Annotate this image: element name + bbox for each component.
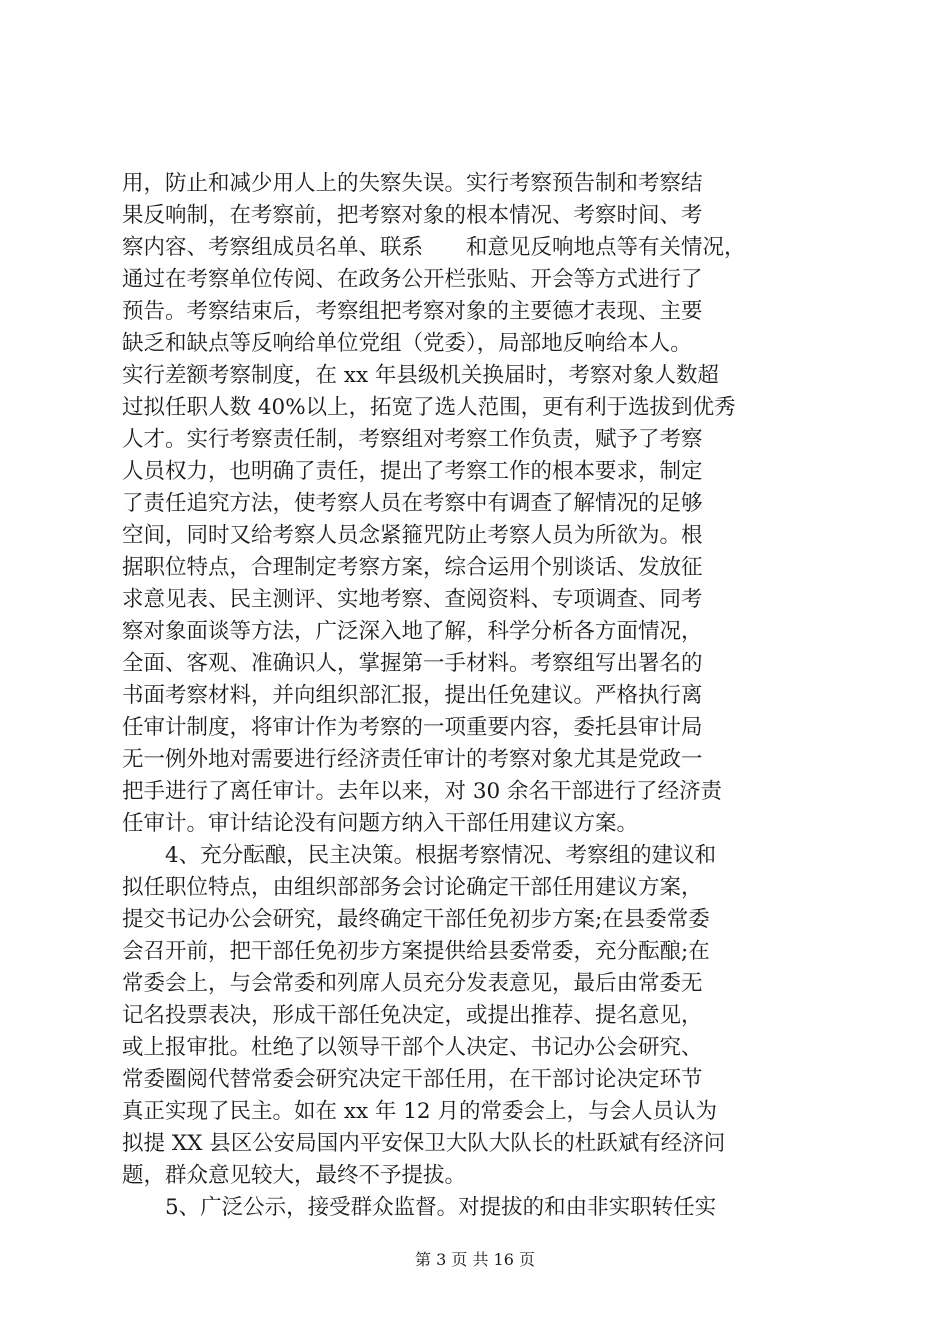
text-line: 常委会上，与会常委和列席人员充分发表意见，最后由常委无 [122, 971, 703, 996]
text-line: 察内容、考察组成员名单、联系 和意见反响地点等有关情况， [122, 235, 746, 260]
text-line: 书面考察材料，并向组织部汇报，提出任免建议。严格执行离 [122, 683, 703, 708]
text-line: 察对象面谈等方法，广泛深入地了解，科学分析各方面情况， [122, 619, 703, 644]
text-line: 无一例外地对需要进行经济责任审计的考察对象尤其是党政一 [122, 747, 703, 772]
text-line: 预告。考察结束后，考察组把考察对象的主要德才表现、主要 [122, 299, 703, 324]
text-line: 提交书记办公会研究，最终确定干部任免初步方案;在县委常委 [122, 907, 710, 932]
text-line: 会召开前，把干部任免初步方案提供给县委常委，充分酝酿;在 [122, 939, 710, 964]
text-line: 任审计制度，将审计作为考察的一项重要内容，委托县审计局 [122, 715, 703, 740]
text-line: 任审计。审计结论没有问题方纳入干部任用建议方案。 [122, 811, 639, 836]
text-line: 了责任追究方法，使考察人员在考察中有调查了解情况的足够 [122, 491, 703, 516]
text-line: 求意见表、民主测评、实地考察、查阅资料、专项调查、同考 [122, 587, 703, 612]
text-line: 人才。实行考察责任制，考察组对考察工作负责，赋予了考察 [122, 427, 703, 452]
text-line: 通过在考察单位传阅、在政务公开栏张贴、开会等方式进行了 [122, 267, 703, 292]
text-line: 人员权力，也明确了责任，提出了考察工作的根本要求，制定 [122, 459, 703, 484]
text-line: 拟任职位特点，由组织部部务会讨论确定干部任用建议方案， [122, 875, 703, 900]
text-line: 拟提 XX 县区公安局国内平安保卫大队大队长的杜跃斌有经济问 [122, 1131, 726, 1156]
text-line: 或上报审批。杜绝了以领导干部个人决定、书记办公会研究、 [122, 1035, 703, 1060]
text-line: 把手进行了离任审计。去年以来，对 30 余名干部进行了经济责 [122, 779, 723, 804]
text-line: 据职位特点，合理制定考察方案，综合运用个别谈话、发放征 [122, 555, 703, 580]
body-text [122, 168, 834, 1224]
text-line: 缺乏和缺点等反响给单位党组（党委），局部地反响给本人。 [122, 331, 692, 356]
text-line: 过拟任职人数 40%以上，拓宽了选人范围，更有利于选拔到优秀 [122, 395, 736, 420]
text-line: 全面、客观、准确识人，掌握第一手材料。考察组写出署名的 [122, 651, 703, 676]
text-line: 4、充分酝酿，民主决策。根据考察情况、考察组的建议和 [122, 843, 717, 868]
page-footer: 第 3 页 共 16 页 [415, 1250, 535, 1269]
text-line: 记名投票表决，形成干部任免决定，或提出推荐、提名意见， [122, 1003, 703, 1028]
text-line: 实行差额考察制度，在 xx 年县级机关换届时，考察对象人数超 [122, 363, 719, 388]
text-line: 真正实现了民主。如在 xx 年 12 月的常委会上，与会人员认为 [122, 1099, 717, 1124]
text-line: 果反响制，在考察前，把考察对象的根本情况、考察时间、考 [122, 203, 703, 228]
text-line: 5、广泛公示，接受群众监督。对提拔的和由非实职转任实 [122, 1195, 717, 1220]
text-line: 用，防止和减少用人上的失察失误。实行考察预告制和考察结 [122, 171, 703, 196]
text-line: 题，群众意见较大，最终不予提拔。 [122, 1163, 467, 1188]
text-line: 空间，同时又给考察人员念紧箍咒防止考察人员为所欲为。根 [122, 523, 703, 548]
text-line: 常委圈阅代替常委会研究决定干部任用，在干部讨论决定环节 [122, 1067, 703, 1092]
